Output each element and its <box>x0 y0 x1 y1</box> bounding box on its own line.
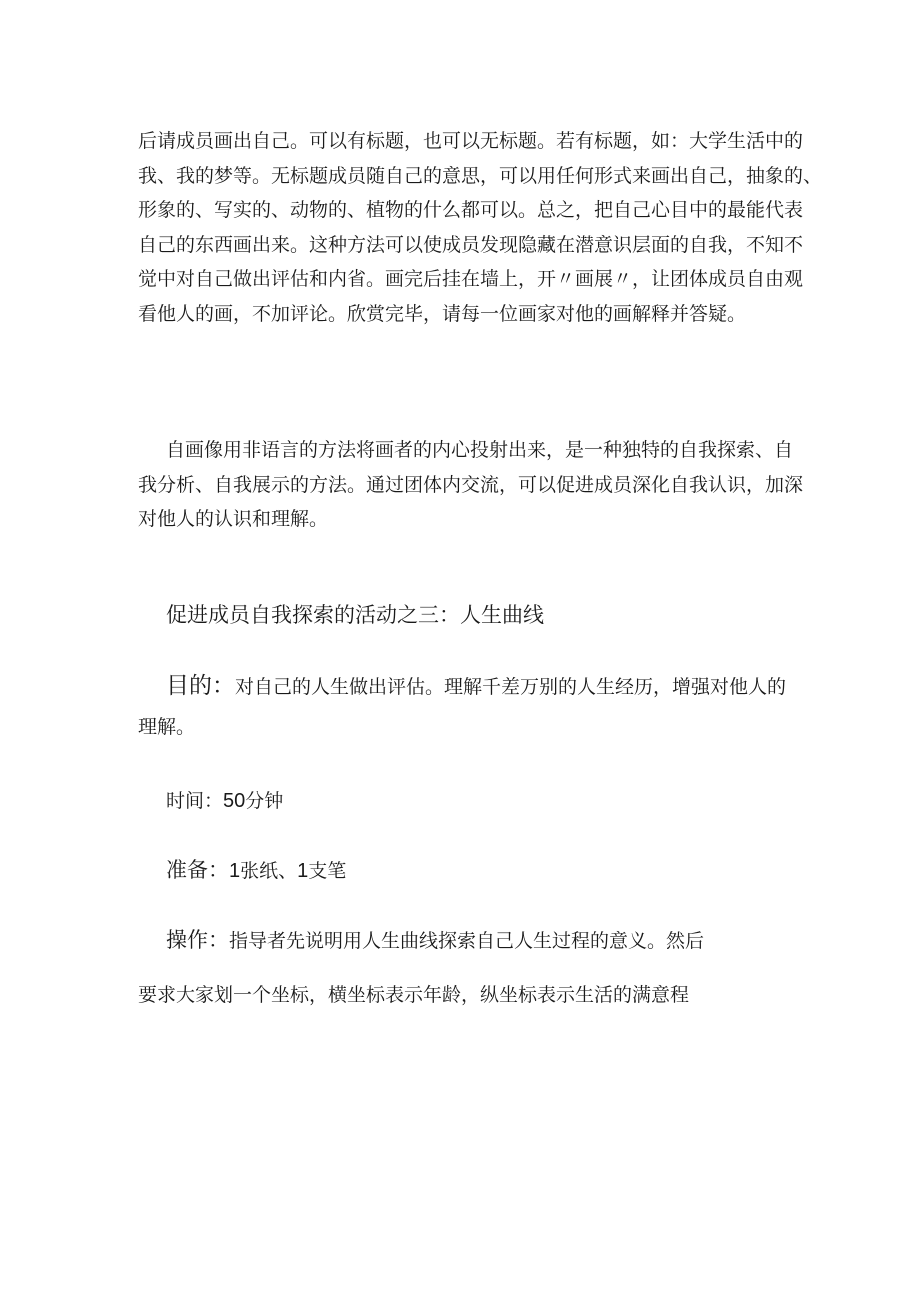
operation-continuation: 要求大家划一个坐标，横坐标表示年龄，纵坐标表示生活的满意程 <box>138 984 690 1006</box>
text-line: 我分析、自我展示的方法。通过团体内交流，可以促进成员深化自我认识，加深 <box>138 473 804 496</box>
text-line: 后请成员画出自己。可以有标题，也可以无标题。若有标题，如：大学生活中的 <box>138 130 804 152</box>
operation-line <box>166 925 704 956</box>
preparation-label: 准备： <box>166 858 229 882</box>
text-line: 自画像用非语言的方法将画者的内心投射出来，是一种独特的自我探索、自 <box>166 439 794 461</box>
preparation-count-1: 1 <box>229 860 241 882</box>
text-line: 对他人的认识和理解。 <box>138 508 329 531</box>
text-line: 我、我的梦等。无标题成员随自己的意思，可以用任何形式来画出自己，抽象的、 <box>138 164 823 187</box>
text-line: 形象的、写实的、动物的、植物的什么都可以。总之，把自己心目中的最能代表 <box>138 199 804 222</box>
preparation-item-1: 张纸、 <box>240 860 298 882</box>
preparation-item-2: 支笔 <box>308 860 347 882</box>
operation-text: 指导者先说明用人生曲线探索自己人生过程的意义。然后 <box>229 930 705 952</box>
purpose-line-2: 理解。 <box>138 716 196 738</box>
purpose-line-1 <box>138 666 786 707</box>
purpose-block <box>138 666 786 747</box>
text-line: 觉中对自己做出评估和内省。画完后挂在墙上，开〃画展〃，让团体成员自由观 <box>138 268 804 291</box>
preparation-line <box>166 855 346 886</box>
text-line: 看他人的画，不加评论。欣赏完毕，请每一位画家对他的画解释并答疑。 <box>138 302 747 325</box>
purpose-label: 目的： <box>166 673 235 699</box>
preparation-count-2: 1 <box>297 860 309 882</box>
time-value: 50 <box>223 790 246 812</box>
operation-label: 操作： <box>166 928 229 952</box>
text-line: 自己的东西画出来。这种方法可以使成员发现隐藏在潜意识层面的自我，不知不 <box>138 233 804 256</box>
time-label: 时间： <box>166 790 224 812</box>
paragraph-self-portrait-instructions <box>138 124 823 332</box>
paragraph-self-portrait-summary <box>138 433 804 537</box>
section-heading: 促进成员自我探索的活动之三：人生曲线 <box>166 603 544 627</box>
purpose-text: 对自己的人生做出评估。理解千差万别的人生经历，增强对他人的 <box>235 676 787 698</box>
time-unit: 分钟 <box>245 790 284 812</box>
time-line <box>166 786 283 816</box>
